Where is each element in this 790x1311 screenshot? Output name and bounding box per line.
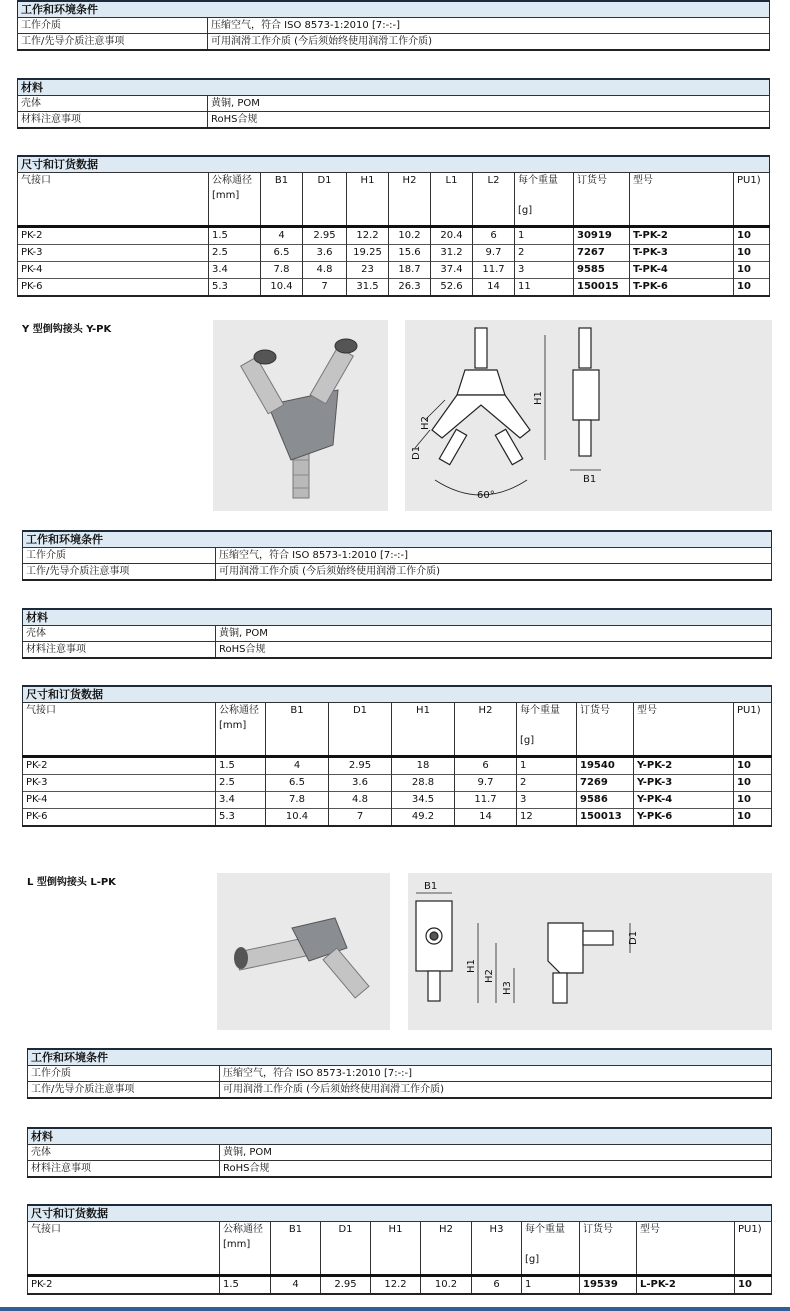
table-cell: L1 <box>431 173 473 227</box>
table-cell: 9.7 <box>455 775 517 792</box>
table-cell: T-PK-2 <box>630 227 734 245</box>
table-cell: 7.8 <box>266 792 329 809</box>
table-cell: 压缩空气，符合 ISO 8573-1:2010 [7:-:-] <box>220 1066 772 1082</box>
table-cell: H1 <box>347 173 389 227</box>
table-cell: 10 <box>734 262 770 279</box>
table-cell: 7267 <box>574 245 630 262</box>
l-pk-drawing <box>408 873 772 1030</box>
table-cell: 订货号 <box>574 173 630 227</box>
table-row <box>18 245 770 262</box>
table-cell: 9.7 <box>473 245 515 262</box>
table-cell: 4 <box>271 1276 321 1295</box>
table-cell: 10.2 <box>421 1276 472 1295</box>
table-cell: 可用润滑工作介质 (今后须始终使用润滑工作介质) <box>216 564 772 581</box>
table-cell: Y-PK-4 <box>634 792 734 809</box>
dim-b1: B1 <box>583 474 597 485</box>
table-cell: H1 <box>392 703 455 757</box>
table-cell: 公称通径 <box>212 175 252 186</box>
table-cell: 10 <box>734 809 772 827</box>
dim-h2: H2 <box>420 416 431 430</box>
table-row <box>23 775 772 792</box>
table-cell: H2 <box>389 173 431 227</box>
table-cell: 14 <box>455 809 517 827</box>
table-cell: 31.2 <box>431 245 473 262</box>
y-material-section <box>22 608 772 659</box>
table-cell: 6.5 <box>266 775 329 792</box>
table-cell: 黄铜, POM <box>220 1145 772 1161</box>
table-cell: 31.5 <box>347 279 389 297</box>
table-cell: 150013 <box>577 809 634 827</box>
table-cell: 黄铜, POM <box>216 626 772 642</box>
section-title: 尺寸和订货数据 <box>22 687 772 702</box>
table-cell: 1 <box>517 757 577 775</box>
table-cell: 12 <box>517 809 577 827</box>
table-cell: H3 <box>472 1222 522 1276</box>
t-material-section <box>17 78 770 129</box>
table-cell: 订货号 <box>577 703 634 757</box>
l-dimension-table <box>27 1221 772 1295</box>
l-material-section <box>27 1127 772 1178</box>
table-row <box>23 757 772 775</box>
table-cell: 52.6 <box>431 279 473 297</box>
table-cell: RoHS合规 <box>216 642 772 659</box>
table-cell: 2.5 <box>216 775 266 792</box>
table-cell: 工作介质 <box>23 548 216 564</box>
y-dimension-table <box>22 702 772 827</box>
table-cell: 压缩空气，符合 ISO 8573-1:2010 [7:-:-] <box>216 548 772 564</box>
table-cell: 18.7 <box>389 262 431 279</box>
y-pk-drawing <box>405 320 772 511</box>
table-cell: D1 <box>321 1222 371 1276</box>
table-cell: [g] <box>520 735 535 746</box>
table-cell: PU1) <box>735 1222 772 1276</box>
table-cell: 3 <box>515 262 574 279</box>
dim-b1: B1 <box>424 881 438 892</box>
table-cell: 可用润滑工作介质 (今后须始终使用润滑工作介质) <box>208 34 770 51</box>
table-cell: 6 <box>473 227 515 245</box>
table-cell: B1 <box>266 703 329 757</box>
table-cell: RoHS合规 <box>220 1161 772 1178</box>
env-table <box>22 547 772 581</box>
table-row <box>23 809 772 827</box>
table-cell: 订货号 <box>580 1222 637 1276</box>
table-cell: 每个重量 <box>518 175 558 186</box>
table-cell: Y-PK-6 <box>634 809 734 827</box>
table-row <box>18 227 770 245</box>
table-cell: 20.4 <box>431 227 473 245</box>
table-cell: 10.2 <box>389 227 431 245</box>
table-cell: 4 <box>266 757 329 775</box>
table-cell: 工作/先导介质注意事项 <box>28 1082 220 1099</box>
table-cell: 2.95 <box>329 757 392 775</box>
table-cell: 10 <box>734 245 770 262</box>
table-cell: 9585 <box>574 262 630 279</box>
table-row <box>28 1276 772 1295</box>
table-cell: 3.4 <box>216 792 266 809</box>
table-cell: 14 <box>473 279 515 297</box>
table-cell: 工作/先导介质注意事项 <box>18 34 208 51</box>
table-cell: 3.6 <box>329 775 392 792</box>
table-cell: 型号 <box>634 703 734 757</box>
table-cell: 壳体 <box>28 1145 220 1161</box>
table-cell: 10.4 <box>261 279 303 297</box>
table-cell: 压缩空气，符合 ISO 8573-1:2010 [7:-:-] <box>208 18 770 34</box>
table-cell: 10 <box>734 757 772 775</box>
table-cell: 12.2 <box>347 227 389 245</box>
y-pk-photo <box>213 320 388 511</box>
table-cell: 黄铜, POM <box>208 96 770 112</box>
y-env-section <box>22 530 772 581</box>
table-cell: PK-4 <box>23 792 216 809</box>
section-title: 工作和环境条件 <box>17 2 770 17</box>
env-table <box>17 17 770 51</box>
table-cell: PK-6 <box>23 809 216 827</box>
table-cell: 壳体 <box>23 626 216 642</box>
table-cell: 18 <box>392 757 455 775</box>
table-cell: 150015 <box>574 279 630 297</box>
table-cell: B1 <box>271 1222 321 1276</box>
dim-d1: D1 <box>411 445 422 460</box>
table-cell: L-PK-2 <box>637 1276 735 1295</box>
table-cell: 2.5 <box>209 245 261 262</box>
table-cell: T-PK-6 <box>630 279 734 297</box>
table-cell: Y-PK-3 <box>634 775 734 792</box>
material-table <box>22 625 772 659</box>
table-cell: 10 <box>734 792 772 809</box>
table-cell: PU1) <box>734 173 770 227</box>
table-cell: 6 <box>472 1276 522 1295</box>
table-cell: 型号 <box>630 173 734 227</box>
table-cell: 4 <box>261 227 303 245</box>
section-title: 材料 <box>22 610 772 625</box>
table-cell: PK-3 <box>23 775 216 792</box>
table-cell: 壳体 <box>18 96 208 112</box>
table-cell: 5.3 <box>216 809 266 827</box>
table-cell: T-PK-4 <box>630 262 734 279</box>
y-dimension-section <box>22 685 772 827</box>
table-cell: D1 <box>329 703 392 757</box>
dim-h1: H1 <box>533 391 544 405</box>
table-cell: 1.5 <box>216 757 266 775</box>
table-cell: 7 <box>329 809 392 827</box>
table-cell: 11.7 <box>473 262 515 279</box>
l-dimension-section <box>27 1204 772 1295</box>
table-cell: T-PK-3 <box>630 245 734 262</box>
table-cell: RoHS合规 <box>208 112 770 129</box>
table-cell: 7 <box>303 279 347 297</box>
table-row <box>23 792 772 809</box>
table-cell: 19.25 <box>347 245 389 262</box>
table-cell: 2.95 <box>303 227 347 245</box>
table-cell: 气接口 <box>18 173 209 227</box>
t-dimension-section <box>17 155 770 297</box>
table-cell: PK-2 <box>23 757 216 775</box>
l-env-section <box>27 1048 772 1099</box>
table-cell: 材料注意事项 <box>23 642 216 659</box>
table-cell: 工作/先导介质注意事项 <box>23 564 216 581</box>
table-cell: 9586 <box>577 792 634 809</box>
table-cell: 每个重量 <box>520 705 560 716</box>
table-cell: 15.6 <box>389 245 431 262</box>
section-title: 尺寸和订货数据 <box>17 157 770 172</box>
table-cell: [g] <box>518 205 533 216</box>
material-table <box>17 95 770 129</box>
table-cell: 公称通径 <box>223 1224 263 1235</box>
dim-h2: H2 <box>484 969 495 983</box>
t-dimension-table <box>17 172 770 297</box>
section-title: 工作和环境条件 <box>22 532 772 547</box>
table-row <box>18 279 770 297</box>
table-cell: 材料注意事项 <box>18 112 208 129</box>
table-cell: [mm] <box>219 720 247 731</box>
l-pk-subtitle: L 型倒钩接头 L-PK <box>27 877 116 888</box>
l-pk-photo <box>217 873 390 1030</box>
table-cell: 2 <box>515 245 574 262</box>
table-cell: H2 <box>421 1222 472 1276</box>
table-cell: 1 <box>522 1276 580 1295</box>
table-cell: 10 <box>734 279 770 297</box>
table-cell: 型号 <box>637 1222 735 1276</box>
table-cell: H1 <box>371 1222 421 1276</box>
table-cell: 1.5 <box>220 1276 271 1295</box>
table-cell: 可用润滑工作介质 (今后须始终使用润滑工作介质) <box>220 1082 772 1099</box>
section-title: 尺寸和订货数据 <box>27 1206 772 1221</box>
table-cell: PK-2 <box>28 1276 220 1295</box>
table-cell: 19539 <box>580 1276 637 1295</box>
table-cell: PU1) <box>734 703 772 757</box>
section-title: 材料 <box>17 80 770 95</box>
table-cell: H2 <box>455 703 517 757</box>
table-cell: 3 <box>517 792 577 809</box>
table-cell: D1 <box>303 173 347 227</box>
dim-angle: 60° <box>477 490 495 501</box>
table-cell: 6 <box>455 757 517 775</box>
table-cell: 气接口 <box>28 1222 220 1276</box>
table-cell: 37.4 <box>431 262 473 279</box>
dim-d1: D1 <box>628 930 639 945</box>
table-cell: 工作介质 <box>28 1066 220 1082</box>
table-cell: [mm] <box>212 190 240 201</box>
table-cell: PK-3 <box>18 245 209 262</box>
table-cell: 30919 <box>574 227 630 245</box>
env-table <box>27 1065 772 1099</box>
table-cell: 2 <box>517 775 577 792</box>
table-cell: 6.5 <box>261 245 303 262</box>
section-title: 材料 <box>27 1129 772 1144</box>
dim-h3: H3 <box>502 981 513 995</box>
table-cell: [g] <box>525 1254 540 1265</box>
table-cell: 材料注意事项 <box>28 1161 220 1178</box>
table-cell: 10.4 <box>266 809 329 827</box>
table-cell: 4.8 <box>329 792 392 809</box>
table-cell: PK-6 <box>18 279 209 297</box>
table-cell: 10 <box>734 227 770 245</box>
table-cell: 19540 <box>577 757 634 775</box>
table-cell: PK-4 <box>18 262 209 279</box>
table-cell: 11 <box>515 279 574 297</box>
table-cell: 2.95 <box>321 1276 371 1295</box>
table-cell: 1.5 <box>209 227 261 245</box>
table-cell: B1 <box>261 173 303 227</box>
material-table <box>27 1144 772 1178</box>
table-cell: 每个重量 <box>525 1224 565 1235</box>
table-cell: 28.8 <box>392 775 455 792</box>
table-cell: 3.4 <box>209 262 261 279</box>
table-cell: 5.3 <box>209 279 261 297</box>
table-cell: 34.5 <box>392 792 455 809</box>
section-title: 工作和环境条件 <box>27 1050 772 1065</box>
dim-h1: H1 <box>466 959 477 973</box>
table-cell: 10 <box>734 775 772 792</box>
table-cell: 气接口 <box>23 703 216 757</box>
table-cell: 3.6 <box>303 245 347 262</box>
table-cell: 公称通径 <box>219 705 259 716</box>
table-cell: PK-2 <box>18 227 209 245</box>
table-cell: 10 <box>735 1276 772 1295</box>
table-cell: 26.3 <box>389 279 431 297</box>
table-cell: 工作介质 <box>18 18 208 34</box>
table-cell: 1 <box>515 227 574 245</box>
y-pk-subtitle: Y 型倒钩接头 Y-PK <box>22 324 112 335</box>
table-cell: 49.2 <box>392 809 455 827</box>
table-cell: [mm] <box>223 1239 251 1250</box>
table-cell: 23 <box>347 262 389 279</box>
table-cell: 4.8 <box>303 262 347 279</box>
table-cell: 7269 <box>577 775 634 792</box>
table-cell: L2 <box>473 173 515 227</box>
table-cell: 12.2 <box>371 1276 421 1295</box>
bottom-accent-bar <box>0 1307 790 1311</box>
table-cell: 11.7 <box>455 792 517 809</box>
table-row <box>18 262 770 279</box>
table-cell: Y-PK-2 <box>634 757 734 775</box>
table-cell: 7.8 <box>261 262 303 279</box>
t-env-section <box>17 0 770 51</box>
